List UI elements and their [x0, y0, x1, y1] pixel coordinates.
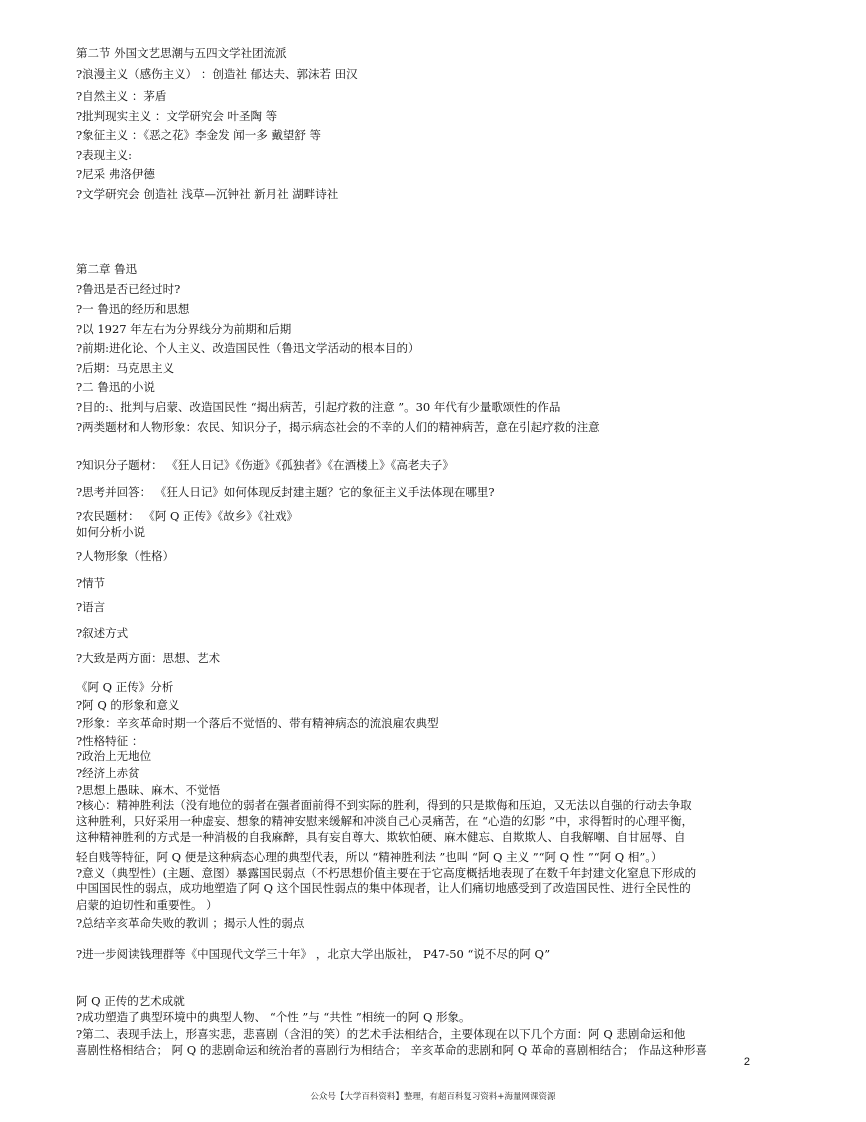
text-line: ?知识分子题材： 《狂人日记》《伤逝》《孤独者》《在酒楼上》《高老夫子》 — [76, 458, 454, 472]
text-line: ?鲁迅是否已经过时? — [76, 282, 181, 296]
footer-note: 公众号【大学百科资料】整理，有超百科复习资料+海量网课资源 — [310, 1092, 556, 1102]
text-line: 启蒙的迫切性和重要性。 ） — [76, 898, 218, 912]
text-line: ?总结辛亥革命失败的教训 ；揭示人性的弱点 — [76, 916, 305, 930]
text-line: ?语言 — [76, 600, 106, 614]
text-line: 喜剧性格相结合； 阿 Q 的悲剧命运和统治者的喜剧行为相结合； 辛亥革命的悲剧和阿 Q 革命的喜剧相结合； 作品这种形喜 — [76, 1043, 707, 1057]
text-line: ?表现主义: — [76, 148, 133, 162]
text-line: ?经济上赤贫 — [76, 766, 140, 780]
text-line: ?以 1927 年左右为分界线分为前期和后期 — [76, 322, 292, 336]
text-line: ?政治上无地位 — [76, 749, 152, 763]
text-line: ?意义（典型性）(主题、意图）暴露国民弱点（不朽思想价值主要在于它高度概括地表现了在数千年封建文化窒息下形成的 — [76, 866, 697, 880]
text-line: ?第二、表现手法上，形喜实悲，悲喜剧（含泪的笑）的艺术手法相结合，主要体现在以下几个方面：阿 Q 悲剧命运和他 — [76, 1027, 686, 1041]
text-line: 中国国民性的弱点，成功地塑造了阿 Q 这个国民性弱点的集中体现者，让人们痛切地感受到了改造国民性、进行全民性的 — [76, 881, 691, 895]
text-line: ?两类题材和人物形象：农民、知识分子，揭示病态社会的不幸的人们的精神病苦，意在引起疗救的注意 — [76, 420, 600, 434]
text-line: ?人物形象（性格） — [76, 549, 175, 563]
text-line: ?二 鲁迅的小说 — [76, 380, 155, 394]
text-line: ?进一步阅读钱理群等《中国现代文学三十年》 ，北京大学出版社， P47-50 “说不尽的阿 Q” — [76, 947, 551, 961]
text-line: ?阿 Q 的形象和意义 — [76, 698, 180, 712]
text-line: 《阿 Q 正传》分析 — [76, 680, 174, 694]
text-line: ?思考并回答： 《狂人日记》如何体现反封建主题？它的象征主义手法体现在哪里? — [76, 485, 495, 499]
text-line: ?前期:进化论、个人主义、改造国民性（鲁迅文学活动的根本目的） — [76, 341, 420, 355]
text-line: ?目的:、批判与启蒙、改造国民性 “揭出病苦，引起疗救的注意 ”。30 年代有少量歌颂性的作品 — [76, 400, 561, 414]
text-line: ?形象：辛亥革命时期一个落后不觉悟的、带有精神病态的流浪雇农典型 — [76, 716, 439, 730]
text-line: 这种胜利，只好采用一种虚妄、想象的精神安慰来缓解和冲淡自己心灵痛苦，在 “心造的幻影 ”中，求得暂时的心理平衡， — [76, 814, 694, 828]
text-line: ?成功塑造了典型环境中的典型人物、 “个性 ”与 “共性 ”相统一的阿 Q 形象。 — [76, 1010, 471, 1024]
text-line: ?一 鲁迅的经历和思想 — [76, 302, 190, 316]
text-line: 阿 Q 正传的艺术成就 — [76, 994, 185, 1008]
page-number: 2 — [743, 1056, 750, 1068]
text-line: 这种精神胜利的方式是一种消极的自我麻醉，具有妄自尊大、欺软怕硬、麻木健忘、自欺欺人、自我解嘲、自甘屈辱、自 — [76, 830, 686, 844]
text-line: ?叙述方式 — [76, 626, 129, 640]
text-line: ?大致是两方面：思想、艺术 — [76, 651, 221, 665]
text-line: ?思想上愚昧、麻木、不觉悟 — [76, 783, 221, 797]
text-line: ?性格特征 ： — [76, 734, 144, 748]
text-line: ?农民题材： 《阿 Q 正传》《故乡》《社戏》 — [76, 509, 299, 523]
text-line: 第二节 外国文艺思潮与五四文学社团流派 — [76, 46, 287, 60]
text-line: 轻自贱等特征，阿 Q 便是这种病态心理的典型代表，所以 “精神胜利法 ”也叫 “阿 Q 主义 ”“阿 Q 性 ”“阿 Q 相”。） — [76, 850, 663, 864]
text-line: ?自然主义 ：茅盾 — [76, 89, 167, 103]
text-line: ?批判现实主义 ：文学研究会 叶圣陶 等 — [76, 109, 278, 123]
text-line: 如何分析小说 — [76, 525, 145, 539]
text-line: ?浪漫主义（感伤主义） ：创造社 郁达夫、郭沫若 田汉 — [76, 67, 358, 81]
text-line: ?情节 — [76, 576, 106, 590]
text-line: ?尼采 弗洛伊德 — [76, 167, 155, 181]
text-line: ?后期：马克思主义 — [76, 361, 175, 375]
text-line: ?核心：精神胜利法（没有地位的弱者在强者面前得不到实际的胜利，得到的只是欺侮和压迫，又无法以自强的行动去争取 — [76, 798, 692, 812]
text-line: ?象征主义 ：《恶之花》李金发 闻一多 戴望舒 等 — [76, 128, 322, 142]
text-line: ?文学研究会 创造社 浅草—沉钟社 新月社 湖畔诗社 — [76, 187, 339, 201]
text-line: 第二章 鲁迅 — [76, 262, 138, 276]
